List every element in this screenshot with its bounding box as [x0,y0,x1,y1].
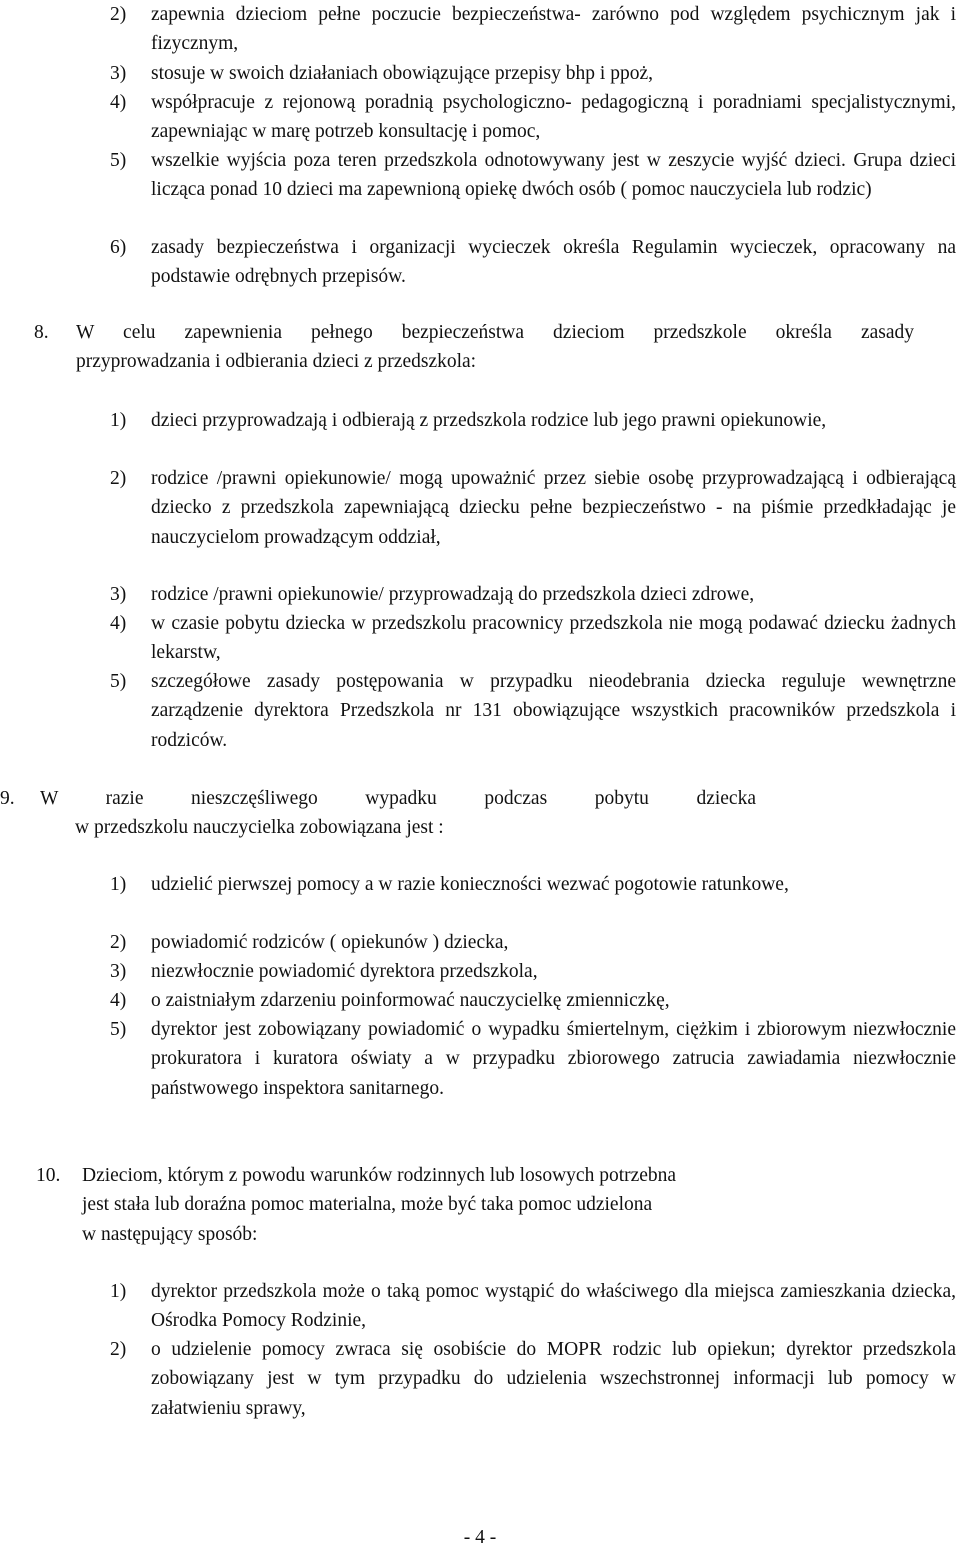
list-text: powiadomić rodziców ( opiekunów ) dziecka, [151,932,509,953]
list-item [110,1335,956,1423]
section-intro-line: Dzieciom, którym z powodu warunków rodzinnych lub losowych potrzebna [82,1165,677,1186]
list-item [110,580,956,609]
list-number: 1) [110,874,127,895]
list-item [110,406,956,435]
list-item [110,957,956,986]
list-number: 4) [110,92,127,113]
list-text: rodzice /prawni opiekunowie/ mogą upoważnić przez siebie osobę przyprowadzającą i odbierającą dziecko z przedszkola zapewniającą dziecku pełne bezpieczeństwo - na piśmie przedkładając je nauczycielom prowadzącym oddział, [151,468,956,548]
list-text: współpracuje z rejonową poradnią psychologiczno- pedagogiczną i poradniami specjalistycznymi, zapewniając w marę potrzeb konsultację i pomoc, [151,92,956,143]
list-number: 4) [110,613,127,634]
list-text: szczegółowe zasady postępowania w przypadku nieodebrania dziecka reguluje wewnętrzne zarządzenie dyrektora Przedszkola nr 131 obowiązujące wszystkich pracowników przedszkola i rodziców. [151,671,956,751]
list-number: 1) [110,410,127,431]
list-number: 5) [110,671,127,692]
page-number: - 4 - [463,1527,497,1548]
list-number: 4) [110,990,127,1011]
section-intro-line: w następujący sposób: [82,1223,258,1245]
section-intro-line: W celu zapewnienia pełnego bezpieczeństwa dzieciom przedszkole określa zasady [76,322,914,343]
list-text: zapewnia dzieciom pełne poczucie bezpieczeństwa- zarówno pod względem psychicznym jak i fizycznym, [151,4,956,55]
list-item [110,0,956,59]
section-number: 9. [0,788,15,809]
list-item [110,870,956,899]
list-number: 5) [110,1019,127,1040]
list-text: dyrektor jest zobowiązany powiadomić o wypadku śmiertelnym, ciężkim i zbiorowym niezwłocznie prokuratora i kuratora oświaty a w przypadku zbiorowego zatrucia zawiadamia niezwłocznie państwowego inspektora sanitarnego. [151,1019,956,1099]
list-text: stosuje w swoich działaniach obowiązujące przepisy bhp i ppoż, [151,63,653,84]
list-number: 2) [110,932,127,953]
list-item [110,464,956,552]
list-item [110,88,956,147]
list-text: wszelkie wyjścia poza teren przedszkola odnotowywany jest w zeszycie wyjść dzieci. Grupa dzieci licząca ponad 10 dzieci ma zapewnioną opiekę dwóch osób ( pomoc nauczyciela lub rodzic) [151,150,956,201]
section-intro-line: w przedszkolu nauczycielka zobowiązana jest : [75,817,444,839]
list-number: 3) [110,584,127,605]
section-intro-line: przyprowadzania i odbierania dzieci z przedszkola: [76,351,477,373]
list-item [110,146,956,205]
list-item [110,609,956,668]
list-number: 3) [110,961,127,982]
list-number: 3) [110,63,127,84]
list-text: o zaistniałym zdarzeniu poinformować nauczycielkę zmienniczkę, [151,990,670,1011]
list-item [110,667,956,755]
list-number: 6) [110,237,127,258]
list-item [110,1015,956,1103]
list-text: dzieci przyprowadzają i odbierają z przedszkola rodzice lub jego prawni opiekunowie, [151,410,827,431]
list-item [110,1277,956,1336]
section-number: 10. [36,1165,61,1186]
list-number: 2) [110,1339,127,1360]
list-number: 2) [110,4,127,25]
list-number: 5) [110,150,127,171]
list-item [110,59,956,88]
section-intro-line: jest stała lub doraźna pomoc materialna, może być taka pomoc udzielona [82,1194,653,1216]
list-item [110,986,956,1015]
list-text: rodzice /prawni opiekunowie/ przyprowadzają do przedszkola dzieci zdrowe, [151,584,755,605]
section-8-intro [34,318,914,377]
list-item [110,233,956,292]
section-intro-line: W razie nieszczęśliwego wypadku podczas pobytu dziecka [40,788,756,809]
list-text: dyrektor przedszkola może o taką pomoc wystąpić do właściwego dla miejsca zamieszkania dziecka, Ośrodka Pomocy Rodzinie, [151,1281,956,1332]
list-number: 2) [110,468,127,489]
list-item [110,928,956,957]
list-text: w czasie pobytu dziecka w przedszkolu pracownicy przedszkola nie mogą podawać dziecku żadnych lekarstw, [151,613,956,664]
list-text: udzielić pierwszej pomocy a w razie konieczności wezwać pogotowie ratunkowe, [151,874,789,895]
list-number: 1) [110,1281,127,1302]
list-text: niezwłocznie powiadomić dyrektora przedszkola, [151,961,538,982]
list-text: o udzielenie pomocy zwraca się osobiście do MOPR rodzic lub opiekun; dyrektor przedszkola zobowiązany jest w tym przypadku do udzielenia wszechstronnej informacji lub pomocy w załatwieniu sprawy, [151,1339,956,1419]
section-number: 8. [34,322,49,343]
list-text: zasady bezpieczeństwa i organizacji wycieczek określa Regulamin wycieczek, opracowany na podstawie odrębnych przepisów. [151,237,956,288]
